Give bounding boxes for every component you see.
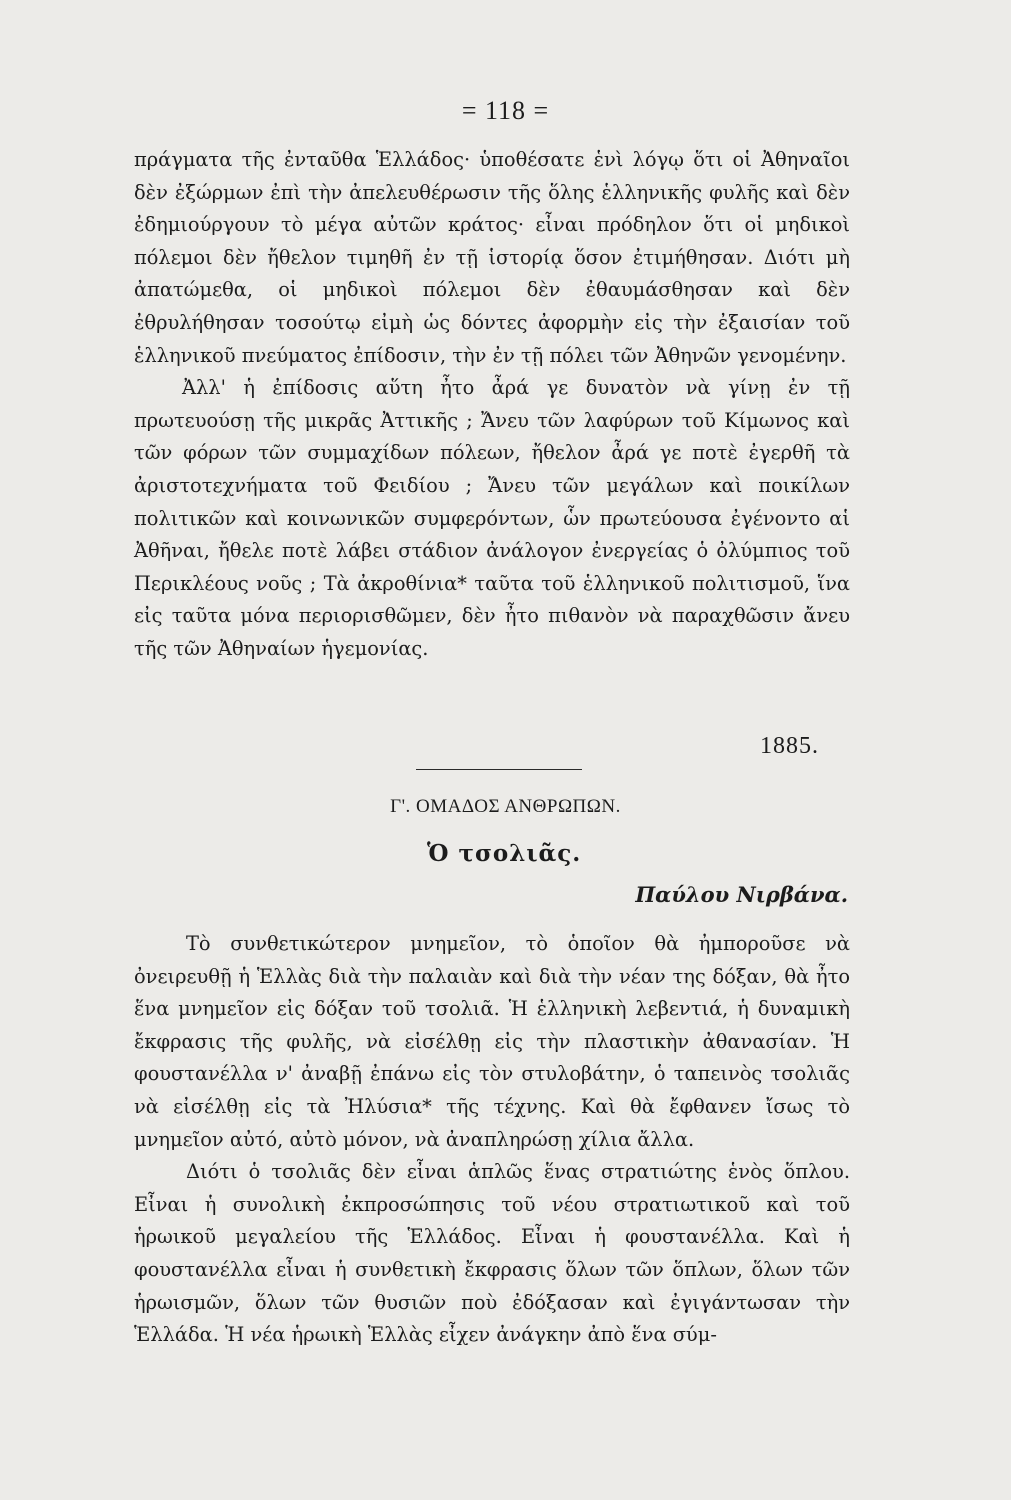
- page-number: = 118 =: [461, 96, 550, 125]
- section-divider: [416, 769, 582, 770]
- article-title: Ὁ τσολιᾶς.: [427, 840, 582, 867]
- body-text: [134, 144, 850, 666]
- article-text: [134, 928, 850, 1352]
- paragraph: Ἀλλ' ἡ ἐπίδοσις αὕτη ἦτο ἆρά γε δυνατὸν νὰ γίνῃ ἐν τῇ πρωτευούσῃ τῆς μικρᾶς Ἀττικῆς ; Ἄνευ τῶν λαφύρων τοῦ Κίμωνος καὶ τῶν φόρων τῶν συμμαχίδων πόλεων, ἤθελον ἆρά γε ποτὲ ἐγερθῆ τὰ ἀριστοτεχνήματα τοῦ Φειδίου ; Ἄνευ τῶν μεγάλων καὶ ποικίλων πολιτικῶν καὶ κοινωνικῶν συμφερόντων, ὧν πρωτεύουσα ἐγένοντο αἱ Ἀθῆναι, ἤθελε ποτὲ λάβει στάδιον ἀνάλογον ἐνεργείας ὁ ὀλύμπιος τοῦ Περικλέους νοῦς ; Τὰ ἀκροθίνια* ταῦτα τοῦ ἑλληνικοῦ πολιτισμοῦ, ἵνα εἰς ταῦτα μόνα περιορισθῶμεν, δὲν ἦτο πιθανὸν νὰ παραχθῶσιν ἄνευ τῆς τῶν Ἀθηναίων ἡγεμονίας.: [134, 376, 850, 660]
- paragraph: Τὸ συνθετικώτερον μνημεῖον, τὸ ὁποῖον θὰ ἠμποροῦσε νὰ ὀνειρευθῇ ἡ Ἑλλὰς διὰ τὴν παλαιὰν καὶ διὰ τὴν νέαν της δόξαν, θὰ ἦτο ἕνα μνημεῖον εἰς δόξαν τοῦ τσολιᾶ. Ἡ ἑλληνικὴ λεβεντιά, ἡ δυναμικὴ ἔκφρασις τῆς φυλῆς, νὰ εἰσέλθῃ εἰς τὴν πλαστικὴν ἀθανασίαν. Ἡ φουστανέλλα ν' ἀναβῇ ἐπάνω εἰς τὸν στυλοβάτην, ὁ ταπεινὸς τσολιᾶς νὰ εἰσέλθῃ εἰς τὰ Ἠλύσια* τῆς τέχνης. Καὶ θὰ ἔφθανεν ἴσως τὸ μνημεῖον αὐτό, αὐτὸ μόνον, νὰ ἀναπληρώσῃ χίλια ἄλλα.: [134, 932, 850, 1151]
- article-author: Παύλου Νιρβάνα.: [635, 882, 848, 907]
- date-line: 1885.: [760, 733, 819, 759]
- paragraph: Διότι ὁ τσολιᾶς δὲν εἶναι ἁπλῶς ἕνας στρατιώτης ἑνὸς ὅπλου. Εἶναι ἡ συνολικὴ ἐκπροσώπησις τοῦ νέου στρατιωτικοῦ καὶ τοῦ ἡρωικοῦ μεγαλείου τῆς Ἑλλάδος. Εἶναι ἡ φουστανέλλα. Καὶ ἡ φουστανέλλα εἶναι ἡ συνθετικὴ ἔκφρασις ὅλων τῶν ὅπλων, ὅλων τῶν ἡρωισμῶν, ὅλων τῶν θυσιῶν ποὺ ἐδόξασαν καὶ ἐγιγάντωσαν τὴν Ἑλλάδα. Ἡ νέα ἡρωικὴ Ἑλλὰς εἶχεν ἀνάγκην ἀπὸ ἕνα σύμ-: [134, 1160, 850, 1347]
- section-heading: Γ'. ΟΜΑΔΟΣ ΑΝΘΡΩΠΩΝ.: [390, 796, 621, 817]
- paragraph: πράγματα τῆς ἐνταῦθα Ἑλλάδος· ὑποθέσατε ἑνὶ λόγῳ ὅτι οἱ Ἀθηναῖοι δὲν ἐξώρμων ἐπὶ τὴν ἀπελευθέρωσιν τῆς ὅλης ἑλληνικῆς φυλῆς καὶ δὲν ἐδημιούργουν τὸ μέγα αὐτῶν κράτος· εἶναι πρόδηλον ὅτι οἱ μηδικοὶ πόλεμοι δὲν ἤθελον τιμηθῆ ἐν τῇ ἱστορίᾳ ὅσον ἐτιμήθησαν. Διότι μὴ ἀπατώμεθα, οἱ μηδικοὶ πόλεμοι δὲν ἐθαυμάσθησαν καὶ δὲν ἐθρυλήθησαν τοσούτῳ εἰμὴ ὡς δόντες ἀφορμὴν εἰς τὴν ἐξαισίαν τοῦ ἑλληνικοῦ πνεύματος ἐπίδοσιν, τὴν ἐν τῇ πόλει τῶν Ἀθηνῶν γενομένην.: [134, 148, 850, 367]
